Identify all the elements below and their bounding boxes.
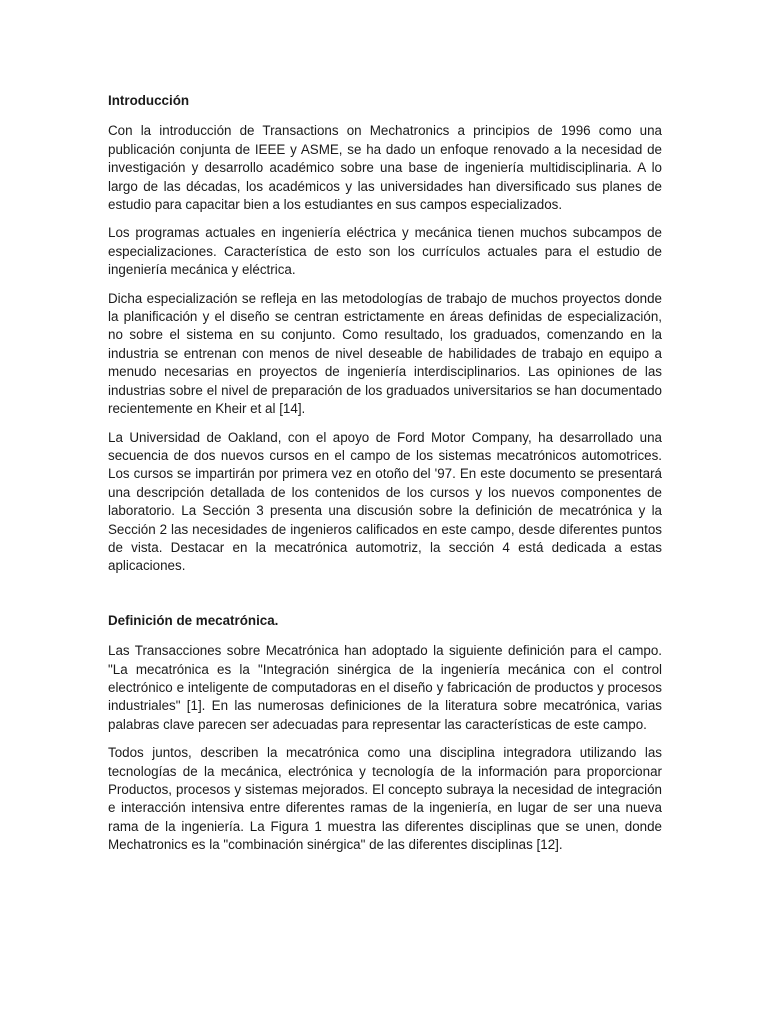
paragraph: Con la introducción de Transactions on Mechatronics a principios de 1996 como una publicación conjunta de IEEE y ASME, se ha dado un enfoque renovado a la necesidad de investigación y desarrollo académico sobre una base de ingeniería multidisciplinaria. A lo largo de las décadas, los académicos y las universidades han diversificado sus planes de estudio para capacitar bien a los estudiantes en sus campos especializados. — [108, 123, 662, 213]
document-body — [108, 92, 662, 865]
paragraph: La Universidad de Oakland, con el apoyo de Ford Motor Company, ha desarrollado una secuencia de dos nuevos cursos en el campo de los sistemas mecatrónicos automotrices. Los cursos se impartirán por primera vez en otoño del '97. En este documento se presentará una descripción detallada de los contenidos de los cursos y los nuevos componentes de laboratorio. La Sección 3 presenta una discusión sobre la definición de mecatrónica y la Sección 2 las necesidades de ingenieros calificados en este campo, desde diferentes puntos de vista. Destacar en la mecatrónica automotriz, la sección 4 está dedicada a estas aplicaciones. — [108, 429, 662, 574]
paragraph: Todos juntos, describen la mecatrónica como una disciplina integradora utilizando las tecnologías de la mecánica, electrónica y tecnología de la información para proporcionar Productos, procesos y sistemas mejorados. El concepto subraya la necesidad de integración e interacción intensiva entre diferentes ramas de la ingeniería, en lugar de ser una nueva rama de la ingeniería. La Figura 1 muestra las diferentes disciplinas que se unen, donde Mechatronics es la "combinación sinérgica" de las diferentes disciplinas [12]. — [108, 745, 662, 853]
paragraph: Las Transacciones sobre Mecatrónica han adoptado la siguiente definición para el campo. "La mecatrónica es la "Integración sinérgica de la ingeniería mecánica con el control electrónico e inteligente de computadoras en el diseño y fabricación de productos y procesos industriales" [1]. En las numerosas definiciones de la literatura sobre mecatrónica, varias palabras clave parecen ser adecuadas para representar las características de este campo. — [108, 643, 662, 732]
paragraph: Dicha especialización se refleja en las metodologías de trabajo de muchos proyectos donde la planificación y el diseño se centran estrictamente en áreas definidas de especialización, no sobre el sistema en su conjunto. Como resultado, los graduados, comenzando en la industria se entrenan con menos de nivel deseable de habilidades de trabajo en equipo a menudo necesarias en proyectos de ingeniería interdisciplinarios. Las opiniones de las industrias sobre el nivel de preparación de los graduados universitarios se han documentado recientemente en Kheir et al [14]. — [108, 290, 662, 417]
section-heading-definicion: Definición de mecatrónica. — [108, 612, 279, 628]
paragraph: Los programas actuales en ingeniería eléctrica y mecánica tienen muchos subcampos de especializaciones. Característica de esto son los currículos actuales para el estudio de ingeniería mecánica y eléctrica. — [108, 225, 662, 278]
section-spacer — [108, 586, 662, 612]
section-heading-introduccion: Introducción — [108, 93, 190, 108]
